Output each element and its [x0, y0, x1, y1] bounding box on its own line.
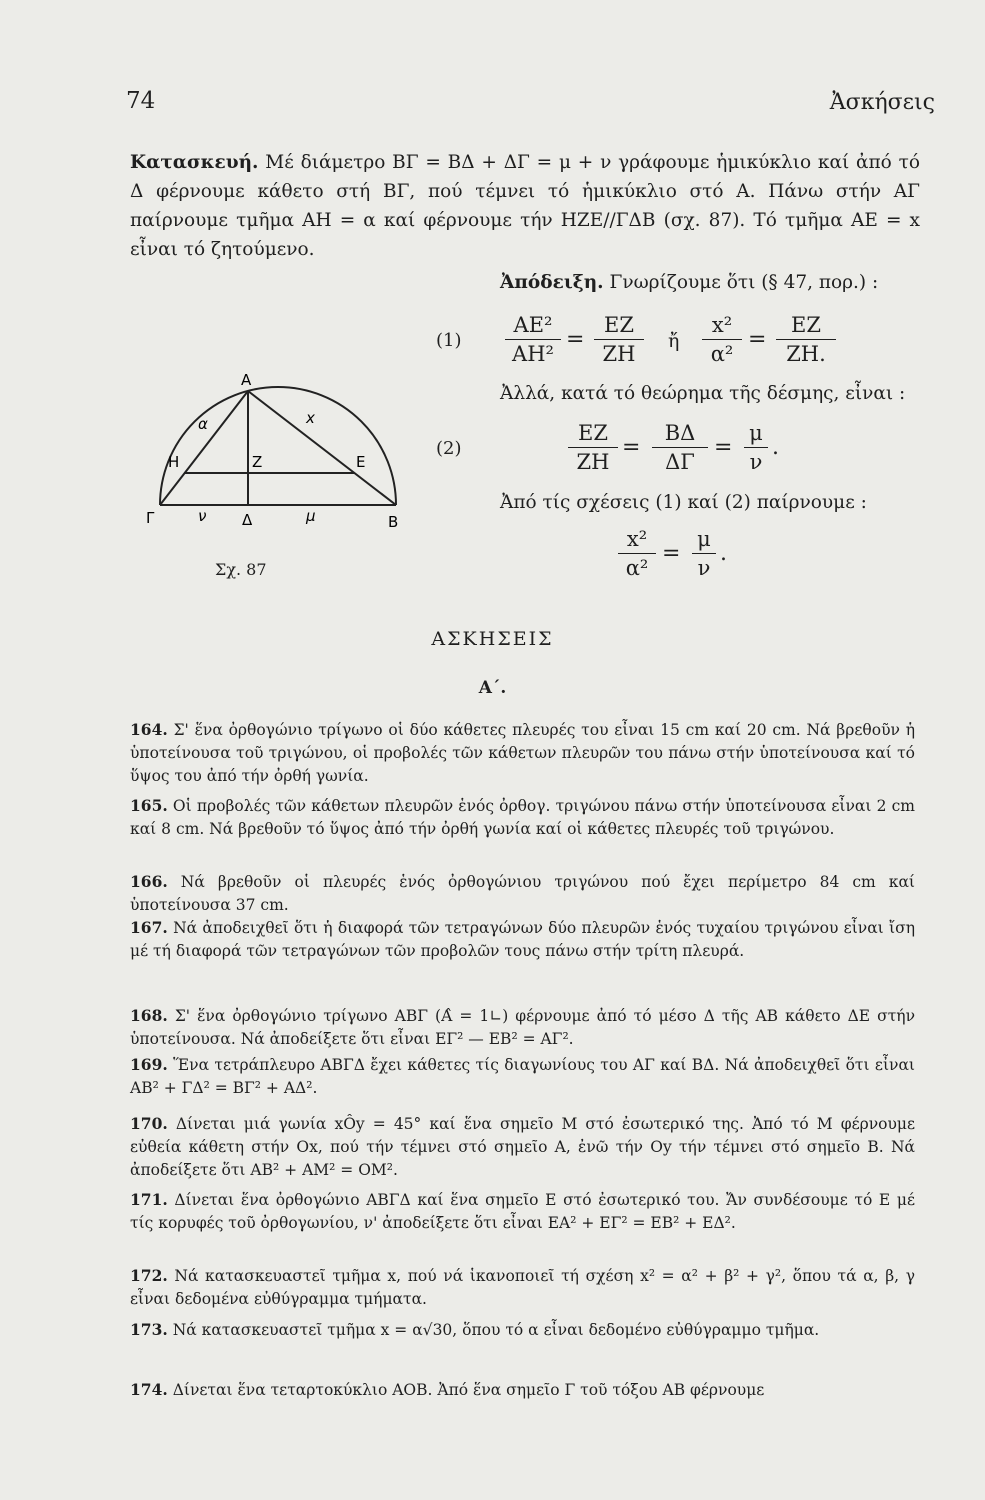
- eq2-equals-1: =: [622, 435, 641, 460]
- exercise-text: Δίνεται μιά γωνία xÔy = 45° καί ἕνα σημεῖο Μ στό ἐσωτερικό της. Ἀπό τό Μ φέρνουμε εὐθεία κάθετη στήν Οx, πού τήν τέμνει στό σημεῖο Α, ἐνῶ τήν Οy τήν τέμνει στό σημεῖο Β. Νά ἀποδείξετε ὅτι ΑΒ² + ΑΜ² = ΟΜ².: [130, 1115, 915, 1179]
- exercise-number: 164.: [130, 720, 168, 739]
- eq1-fraction-2: [594, 312, 644, 367]
- exercise-text: Ἕνα τετράπλευρο ΑΒΓΔ ἔχει κάθετες τίς διαγωνίους του ΑΓ καί ΒΔ. Νά ἀποδειχθεῖ ὅτι εἶναι ΑΒ² + ΓΔ² = ΒΓ² + ΑΔ².: [130, 1056, 915, 1097]
- page-number: 74: [126, 88, 156, 114]
- eq3-denominator-2: ν: [697, 556, 711, 580]
- eq1-numerator-1: ΑΕ²: [513, 313, 553, 337]
- eq3-equals: =: [662, 541, 681, 566]
- eq3-fraction-2: [692, 526, 716, 581]
- eq1-equals-1: =: [566, 327, 585, 352]
- label-e: Ε: [356, 453, 366, 471]
- exercise-text: Δίνεται ἕνα ὀρθογώνιο ΑΒΓΔ καί ἕνα σημεῖο Ε στό ἐσωτερικό του. Ἄν συνδέσουμε τό Ε μέ τίς κορυφές τοῦ ὀρθογωνίου, ν' ἀποδείξετε ὅτι εἶναι ΕΑ² + ΕΓ² = ΕΒ² + ΕΔ².: [130, 1191, 915, 1232]
- eq1-fraction-4: [776, 312, 836, 367]
- exercise-number: 172.: [130, 1266, 168, 1285]
- eq3-denominator-1: α²: [625, 556, 649, 580]
- construction-paragraph: [130, 148, 920, 264]
- eq1-fraction-3: [702, 312, 742, 367]
- label-a: Α: [241, 371, 252, 389]
- eq3-fraction-1: [618, 526, 656, 581]
- proof-label: Ἀπόδειξη.: [500, 272, 604, 293]
- exercise-166: [130, 870, 915, 917]
- section-subtitle: Α΄.: [478, 678, 507, 698]
- exercise-text: Οἱ προβολές τῶν κάθετων πλευρῶν ἑνός ὀρθογ. τριγώνου πάνω στήν ὑποτείνουσα εἶναι 2 cm καί 8 cm. Νά βρεθοῦν τό ὕψος ἀπό τήν ὀρθή γωνία καί οἱ κάθετες πλευρές τοῦ τριγώνου.: [130, 797, 915, 838]
- exercise-number: 169.: [130, 1055, 168, 1074]
- exercise-text: Νά βρεθοῦν οἱ πλευρές ἑνός ὀρθογώνιου τριγώνου πού ἔχει περίμετρο 84 cm καί ὑποτείνουσα 37 cm.: [130, 873, 915, 914]
- eq2-fraction-3: [744, 420, 768, 475]
- exercise-164: [130, 718, 915, 788]
- running-title: Ἀσκήσεις: [829, 90, 935, 115]
- exercise-text: Σ' ἕνα ὀρθογώνιο τρίγωνο οἱ δύο κάθετες πλευρές του εἶναι 15 cm καί 20 cm. Νά βρεθοῦν ἡ ὑποτείνουσα τοῦ τριγώνου, οἱ προβολές τῶν κάθετων πλευρῶν του πάνω στήν ὑποτείνουσα καί τό ὕψος του ἀπό τήν ὀρθή γωνία.: [130, 721, 915, 785]
- eq2-denominator-2: ΔΓ: [665, 450, 695, 474]
- exercise-text: Νά κατασκευαστεῖ τμῆμα x = α√30, ὅπου τό α εἶναι δεδομένο εὐθύγραμμο τμῆμα.: [172, 1321, 820, 1339]
- exercise-168: [130, 1004, 915, 1051]
- exercise-167: [130, 916, 915, 963]
- eq1-denominator-2: ΖΗ: [602, 342, 636, 366]
- exercise-169: [130, 1053, 915, 1100]
- exercise-number: 168.: [130, 1006, 168, 1025]
- theorem-line: Ἀλλά, κατά τό θεώρημα τῆς δέσμης, εἶναι :: [500, 383, 906, 404]
- equation-2-number: (2): [436, 438, 462, 459]
- label-x: x: [306, 409, 315, 427]
- exercise-170: [130, 1112, 915, 1182]
- exercise-number: 170.: [130, 1114, 168, 1133]
- chord-ab: [248, 391, 396, 505]
- relations-line: Ἀπό τίς σχέσεις (1) καί (2) παίρνουμε :: [500, 492, 867, 513]
- exercise-number: 173.: [130, 1320, 168, 1339]
- eq2-fraction-2: [652, 420, 708, 475]
- eq1-numerator-3: x²: [711, 313, 733, 337]
- exercise-number: 167.: [130, 918, 168, 937]
- eq1-denominator-3: α²: [710, 342, 734, 366]
- label-b: Β: [388, 513, 399, 531]
- exercise-text: Σ' ἕνα ὀρθογώνιο τρίγωνο ΑΒΓ (Α̂ = 1∟) φέρνουμε ἀπό τό μέσο Δ τῆς ΑΒ κάθετο ΔΕ στήν ὑποτείνουσα. Νά ἀποδείξετε ὅτι εἶναι ΕΓ² — ΕΒ² = ΑΓ².: [130, 1007, 915, 1048]
- eq2-period: .: [772, 435, 779, 460]
- eq2-denominator-1: ΖΗ: [576, 450, 610, 474]
- proof-intro: Γνωρίζουμε ὅτι (§ 47, πορ.) :: [609, 272, 879, 293]
- label-alpha: α: [198, 415, 208, 433]
- eq1-numerator-4: ΕΖ: [791, 313, 821, 337]
- figure-87-diagram: [140, 355, 410, 535]
- figure-caption: Σχ. 87: [215, 560, 267, 579]
- exercise-number: 174.: [130, 1380, 168, 1399]
- eq1-fraction-1: [505, 312, 561, 367]
- exercise-173: [130, 1318, 915, 1342]
- eq1-equals-2: =: [748, 327, 767, 352]
- eq2-denominator-3: ν: [749, 450, 763, 474]
- exercise-text: Νά ἀποδειχθεῖ ὅτι ἡ διαφορά τῶν τετραγώνων δύο πλευρῶν ἑνός τυχαίου τριγώνου εἶναι ἴση μέ τή διαφορά τῶν τετραγώνων τῶν προβολῶν τους πάνω στήν τρίτη πλευρά.: [130, 919, 915, 960]
- exercise-number: 166.: [130, 872, 168, 891]
- eq1-or: ἤ: [668, 330, 680, 352]
- eq3-period: .: [720, 541, 727, 566]
- eq2-equals-2: =: [714, 435, 733, 460]
- label-g: Γ: [146, 509, 155, 527]
- chord-ag: [160, 391, 248, 505]
- eq2-numerator-1: ΕΖ: [578, 421, 608, 445]
- label-mu: μ: [306, 507, 316, 525]
- exercise-number: 171.: [130, 1190, 168, 1209]
- label-d: Δ: [242, 511, 253, 529]
- exercise-number: 165.: [130, 796, 168, 815]
- equation-1-number: (1): [436, 330, 462, 351]
- exercise-165: [130, 794, 915, 841]
- eq1-denominator-1: ΑΗ²: [512, 342, 554, 366]
- label-nu: ν: [198, 507, 207, 525]
- eq1-numerator-2: ΕΖ: [604, 313, 634, 337]
- exercise-171: [130, 1188, 915, 1235]
- construction-label: Κατασκευή.: [130, 152, 259, 173]
- eq2-numerator-2: ΒΔ: [664, 421, 696, 445]
- proof-line: [500, 272, 878, 293]
- exercise-text: Δίνεται ἕνα τεταρτοκύκλιο ΑΟΒ. Ἀπό ἕνα σημεῖο Γ τοῦ τόξου ΑΒ φέρνουμε: [172, 1381, 765, 1399]
- exercise-172: [130, 1264, 915, 1311]
- eq3-numerator-2: μ: [697, 527, 711, 551]
- eq1-denominator-4: ΖΗ.: [786, 342, 826, 366]
- label-z: Ζ: [252, 453, 263, 471]
- exercise-text: Νά κατασκευαστεῖ τμῆμα x, πού νά ἱκανοποιεῖ τή σχέση x² = α² + β² + γ², ὅπου τά α, β, γ εἶναι δεδομένα εὐθύγραμμα τμήματα.: [130, 1267, 915, 1308]
- eq3-numerator-1: x²: [626, 527, 648, 551]
- eq2-numerator-3: μ: [749, 421, 763, 445]
- exercise-174: [130, 1378, 915, 1402]
- semicircle-arc: [160, 387, 396, 505]
- section-title: ΑΣΚΗΣΕΙΣ: [431, 628, 554, 650]
- eq2-fraction-1: [568, 420, 618, 475]
- construction-text: Μέ διάμετρο ΒΓ = ΒΔ + ΔΓ = μ + ν γράφουμε ἡμικύκλιο καί ἀπό τό Δ φέρνουμε κάθετο στή ΒΓ, πού τέμνει τό ἡμικύκλιο στό Α. Πάνω στήν ΑΓ παίρνουμε τμῆμα ΑΗ = α καί φέρνουμε τήν ΗΖΕ//ΓΔΒ (σχ. 87). Τό τμῆμα ΑΕ = x εἶναι τό ζητούμενο.: [130, 152, 920, 260]
- label-h: Η: [168, 453, 180, 471]
